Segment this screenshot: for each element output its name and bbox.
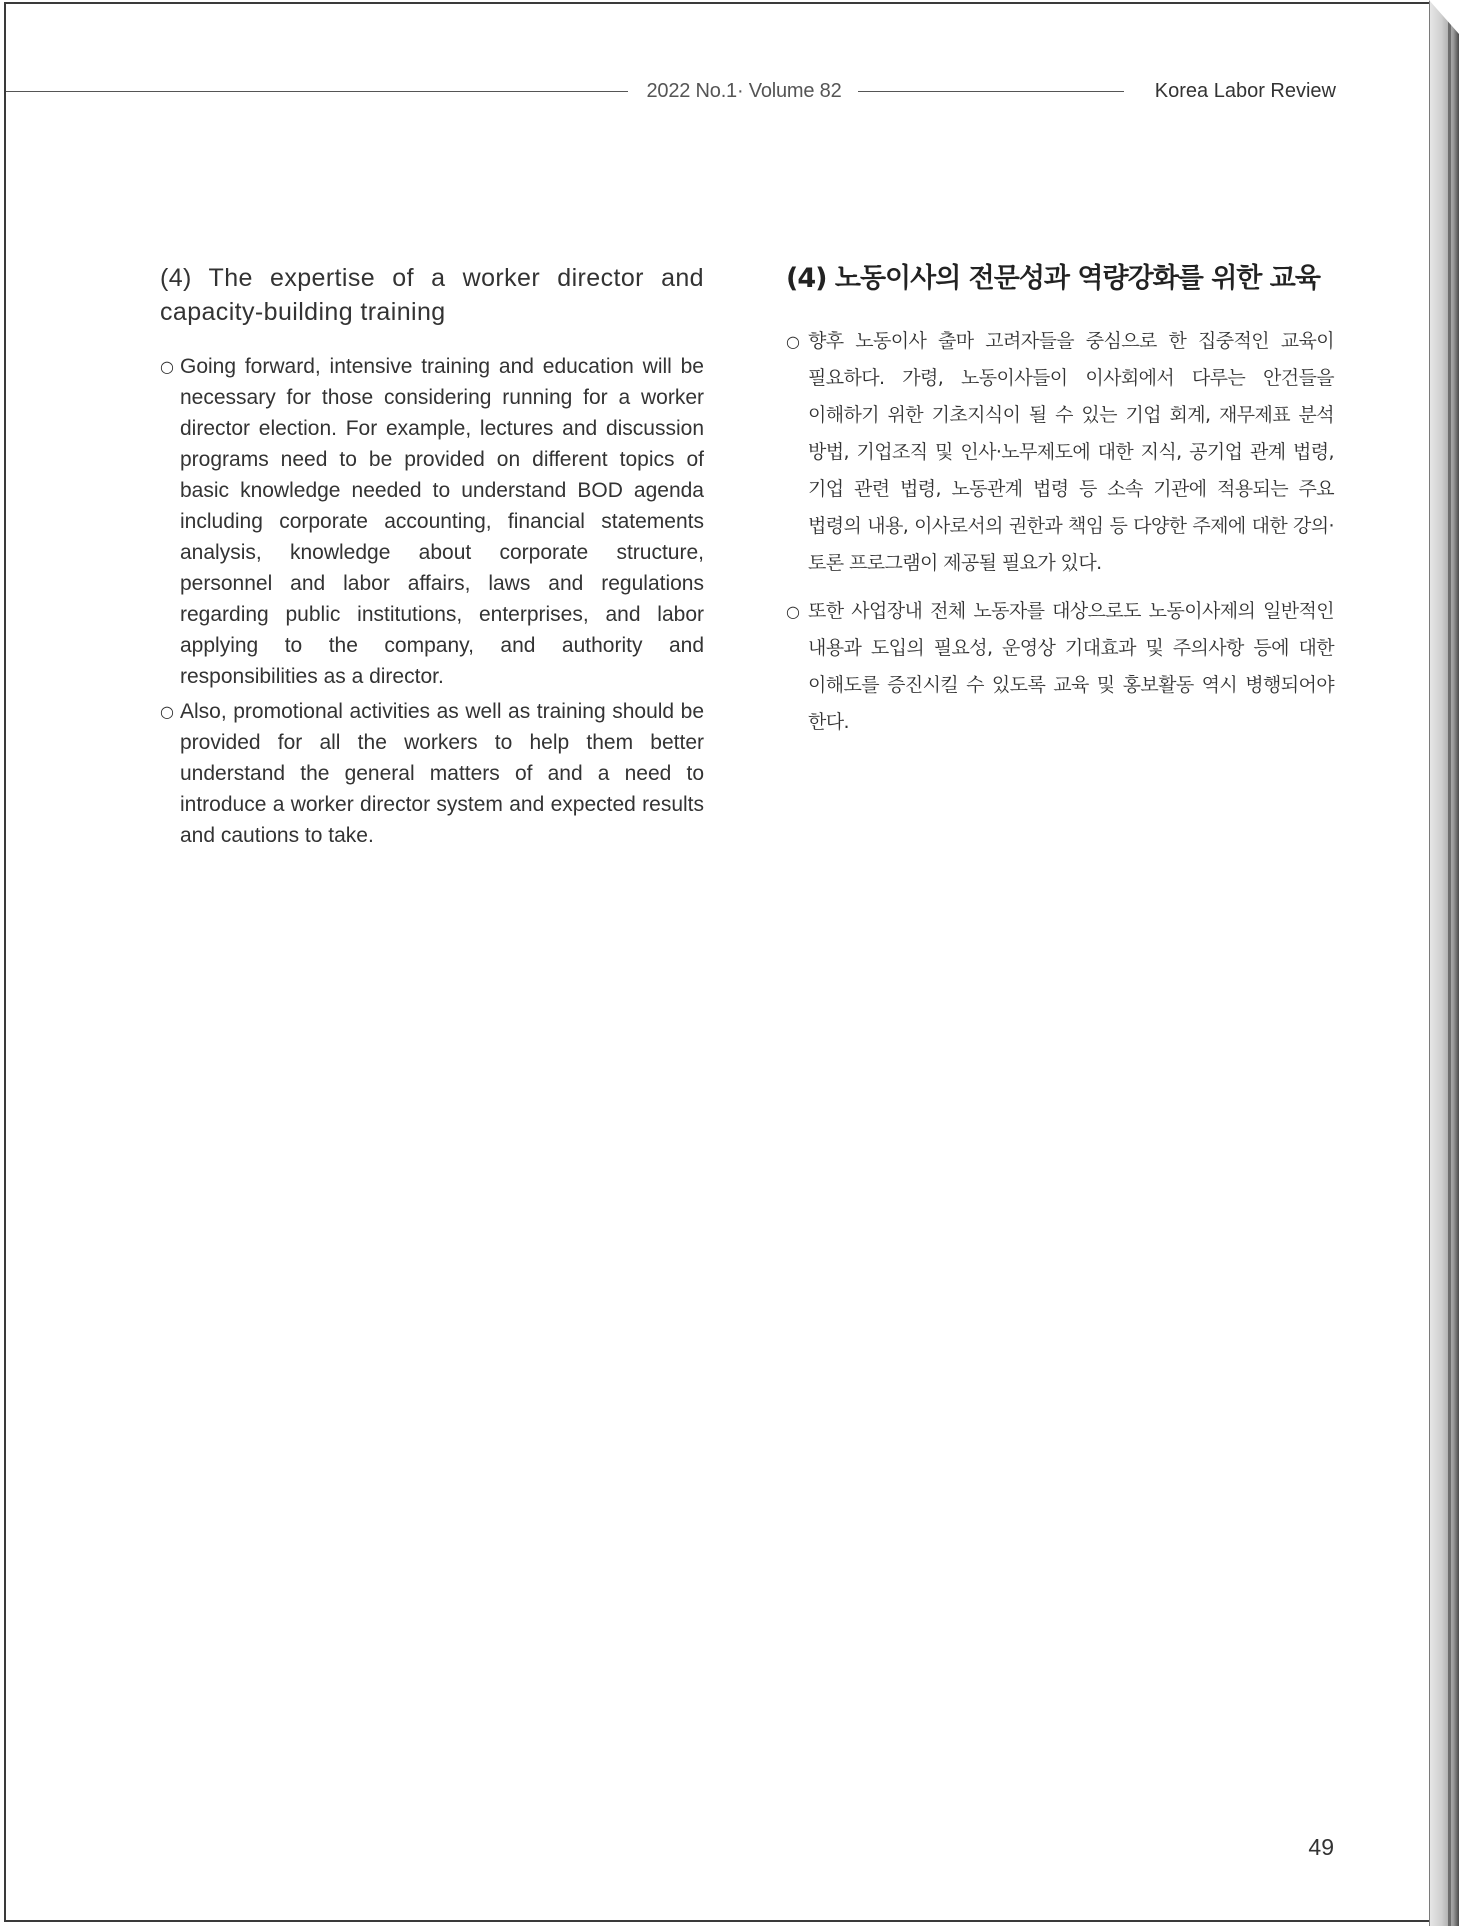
page-number: 49 (1308, 1834, 1334, 1860)
header-rule-middle (858, 91, 1124, 92)
header-rule-left (6, 91, 628, 92)
korean-bullet-text: 향후 노동이사 출마 고려자들을 중심으로 한 집중적인 교육이 필요하다. 가령, 노동이사들이 이사회에서 다루는 안건들을 이해하기 위한 기초지식이 될 수 있는 기업 회계, 재무제표 분석 방법, 기업조직 및 인사·노무제도에 대한 지식, 공기업 관계 법령, 기업 관련 법령, 노동관계 법령 등 소속 기관에 적용되는 주요 법령의 내용, 이사로서의 권한과 책임 등 다양한 주제에 대한 강의·토론 프로그램이 제공될 필요가 있다. (808, 330, 1334, 574)
english-bullet-text: Also, promotional activities as well as training should be provided for all the workers to help them better understand the general matters of and a need to introduce a worker director system and expected results and cautions to take. (180, 700, 704, 847)
english-bullet-item (160, 696, 704, 851)
document-page (4, 2, 1431, 1922)
page-binding-edge (1429, 0, 1459, 1926)
korean-bullet-text: 또한 사업장내 전체 노동자를 대상으로도 노동이사제의 일반적인 내용과 도입의 필요성, 운영상 기대효과 및 주의사항 등에 대한 이해도를 증진시킬 수 있도록 교육 및 홍보활동 역시 병행되어야 한다. (808, 600, 1334, 733)
english-section-heading: (4) The expertise of a worker director and capacity-building training (160, 264, 704, 326)
english-column (160, 261, 704, 855)
circle-bullet-icon: ○ (786, 602, 800, 621)
circle-bullet-icon: ○ (786, 332, 800, 351)
header-journal-title: Korea Labor Review (1154, 80, 1336, 102)
english-bullet-item (160, 351, 704, 692)
circle-bullet-icon: ○ (160, 702, 174, 721)
page-corner-curl (1429, 0, 1459, 34)
circle-bullet-icon: ○ (160, 357, 174, 376)
korean-bullet-item (786, 593, 1334, 741)
english-bullet-text: Going forward, intensive training and education will be necessary for those considering running for a worker director election. For example, lectures and discussion programs need to be provided on different topics of basic knowledge needed to understand BOD agenda including corporate accounting, financial statements analysis, knowledge about corporate structure, personnel and labor affairs, laws and regulations regarding public institutions, enterprises, and labor applying to the company, and authority and responsibilities as a director. (180, 355, 704, 688)
korean-bullet-item (786, 323, 1334, 582)
korean-section-heading: (4) 노동이사의 전문성과 역량강화를 위한 교육 (786, 263, 1320, 294)
page-edge-line (1448, 0, 1451, 1926)
korean-column (786, 261, 1334, 752)
header-issue: 2022 No.1· Volume 82 (646, 80, 842, 102)
